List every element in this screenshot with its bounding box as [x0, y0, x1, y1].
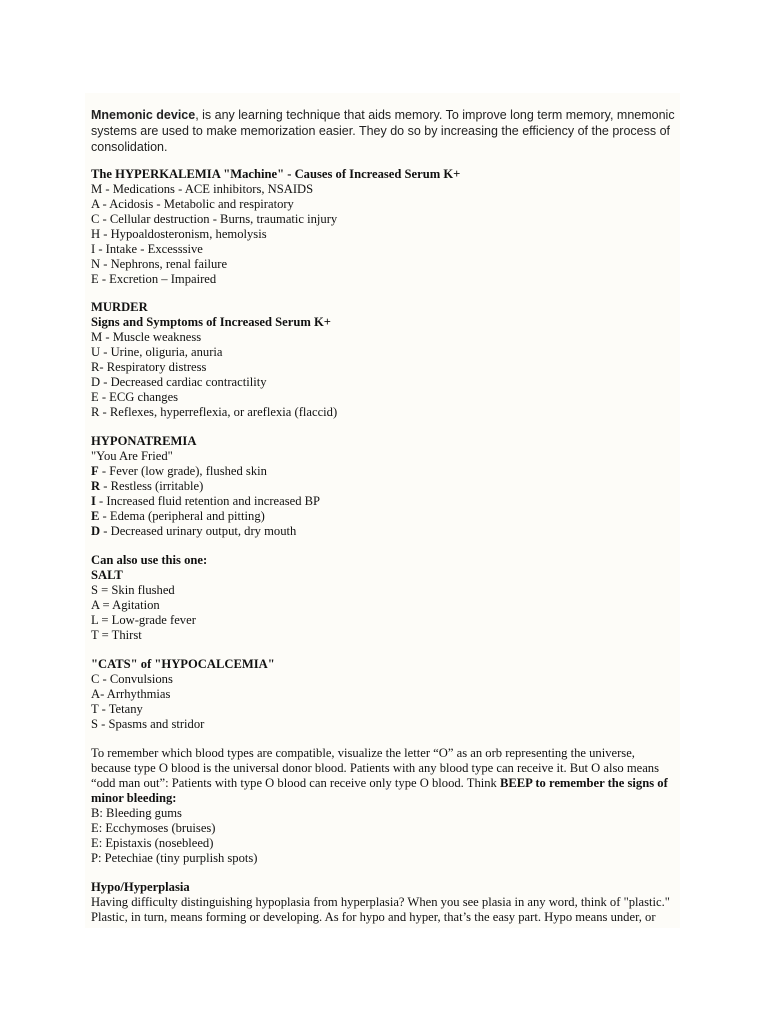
- list-item: [91, 509, 677, 524]
- item-text: - Increased fluid retention and increased BP: [95, 494, 321, 508]
- list-item: [91, 464, 677, 479]
- list-item: E - ECG changes: [91, 390, 179, 404]
- salt-title: SALT: [91, 568, 123, 582]
- list-item: E: Epistaxis (nosebleed): [91, 836, 214, 850]
- plasia-paragraph: Having difficulty distinguishing hypoplasia from hyperplasia? When you see plasia in any word, think of "plastic." Plastic, in turn, means forming or developing. As for hypo and hyper, that’s the easy part. Hypo means under, or: [91, 895, 670, 924]
- blood-text: To remember which blood types are compatible, visualize the letter “O” as an orb representing the universe, because type O blood is the universal donor blood. Patients with any blood type can receive it. But O also means “odd man out”: Patients with type O blood can receive only type O blood. Think: [91, 746, 659, 790]
- hyponatremia-subtitle: "You Are Fried": [91, 449, 173, 463]
- list-item: T = Thirst: [91, 628, 142, 642]
- list-item: S - Spasms and stridor: [91, 717, 205, 731]
- plasia-title: Hypo/Hyperplasia: [91, 880, 190, 894]
- list-item: L = Low-grade fever: [91, 613, 196, 627]
- list-item: E: Ecchymoses (bruises): [91, 821, 216, 835]
- list-item: A- Arrhythmias: [91, 687, 171, 701]
- salt-section: [91, 553, 677, 643]
- list-item: M - Muscle weakness: [91, 330, 202, 344]
- beep-bold: BEEP to remember the signs of minor bleeding:: [91, 776, 668, 805]
- list-item: B: Bleeding gums: [91, 806, 182, 820]
- item-text: - Restless (irritable): [100, 479, 204, 493]
- hyponatremia-title: HYPONATREMIA: [91, 434, 197, 448]
- item-letter: I: [91, 494, 96, 508]
- list-item: [91, 524, 677, 539]
- list-item: R- Respiratory distress: [91, 360, 207, 374]
- list-item: [91, 479, 677, 494]
- list-item: D - Decreased cardiac contractility: [91, 375, 267, 389]
- blood-paragraph: [91, 746, 677, 806]
- list-item: R - Reflexes, hyperreflexia, or areflexia (flaccid): [91, 405, 338, 419]
- list-item: H - Hypoaldosteronism, hemolysis: [91, 227, 267, 241]
- list-item: C - Cellular destruction - Burns, traumatic injury: [91, 212, 338, 226]
- memory-word: memory: [394, 108, 439, 122]
- item-letter: D: [91, 524, 101, 538]
- item-letter: R: [91, 479, 101, 493]
- document-page: [85, 93, 680, 928]
- blood-section: [91, 746, 677, 866]
- list-item: [91, 494, 677, 509]
- murder-section: [91, 300, 677, 420]
- cats-title: "CATS" of "HYPOCALCEMIA": [91, 657, 275, 671]
- item-letter: E: [91, 509, 100, 523]
- list-item: C - Convulsions: [91, 672, 173, 686]
- item-text: - Edema (peripheral and pitting): [99, 509, 265, 523]
- hyperkalemia-section: [91, 167, 677, 287]
- list-item: U - Urine, oliguria, anuria: [91, 345, 223, 359]
- list-item: A - Acidosis - Metabolic and respiratory: [91, 197, 294, 211]
- cats-section: [91, 657, 677, 732]
- list-item: A = Agitation: [91, 598, 160, 612]
- hyperkalemia-title: The HYPERKALEMIA "Machine" - Causes of Increased Serum K+: [91, 167, 461, 181]
- intro-paragraph: [91, 107, 677, 155]
- intro-text-a: , is any learning technique that aids: [195, 108, 395, 122]
- item-text: - Fever (low grade), flushed skin: [98, 464, 267, 478]
- item-text: - Decreased urinary output, dry mouth: [100, 524, 297, 538]
- salt-intro: Can also use this one:: [91, 553, 208, 567]
- list-item: I - Intake - Excesssive: [91, 242, 203, 256]
- list-item: M - Medications - ACE inhibitors, NSAIDS: [91, 182, 314, 196]
- list-item: P: Petechiae (tiny purplish spots): [91, 851, 258, 865]
- murder-title: MURDER: [91, 300, 148, 314]
- list-item: T - Tetany: [91, 702, 143, 716]
- list-item: E - Excretion – Impaired: [91, 272, 217, 286]
- plasia-section: [91, 880, 677, 925]
- list-item: S = Skin flushed: [91, 583, 175, 597]
- item-letter: F: [91, 464, 99, 478]
- list-item: N - Nephrons, renal failure: [91, 257, 228, 271]
- murder-subtitle: Signs and Symptoms of Increased Serum K+: [91, 315, 331, 329]
- hyponatremia-section: [91, 434, 677, 539]
- intro-text-b: . To improve long term memory, mnemonic systems are used to make memorization easier. They do so by increasing the efficiency of the process of consolidation.: [91, 108, 675, 154]
- mnemonic-device-term: Mnemonic device: [91, 108, 196, 122]
